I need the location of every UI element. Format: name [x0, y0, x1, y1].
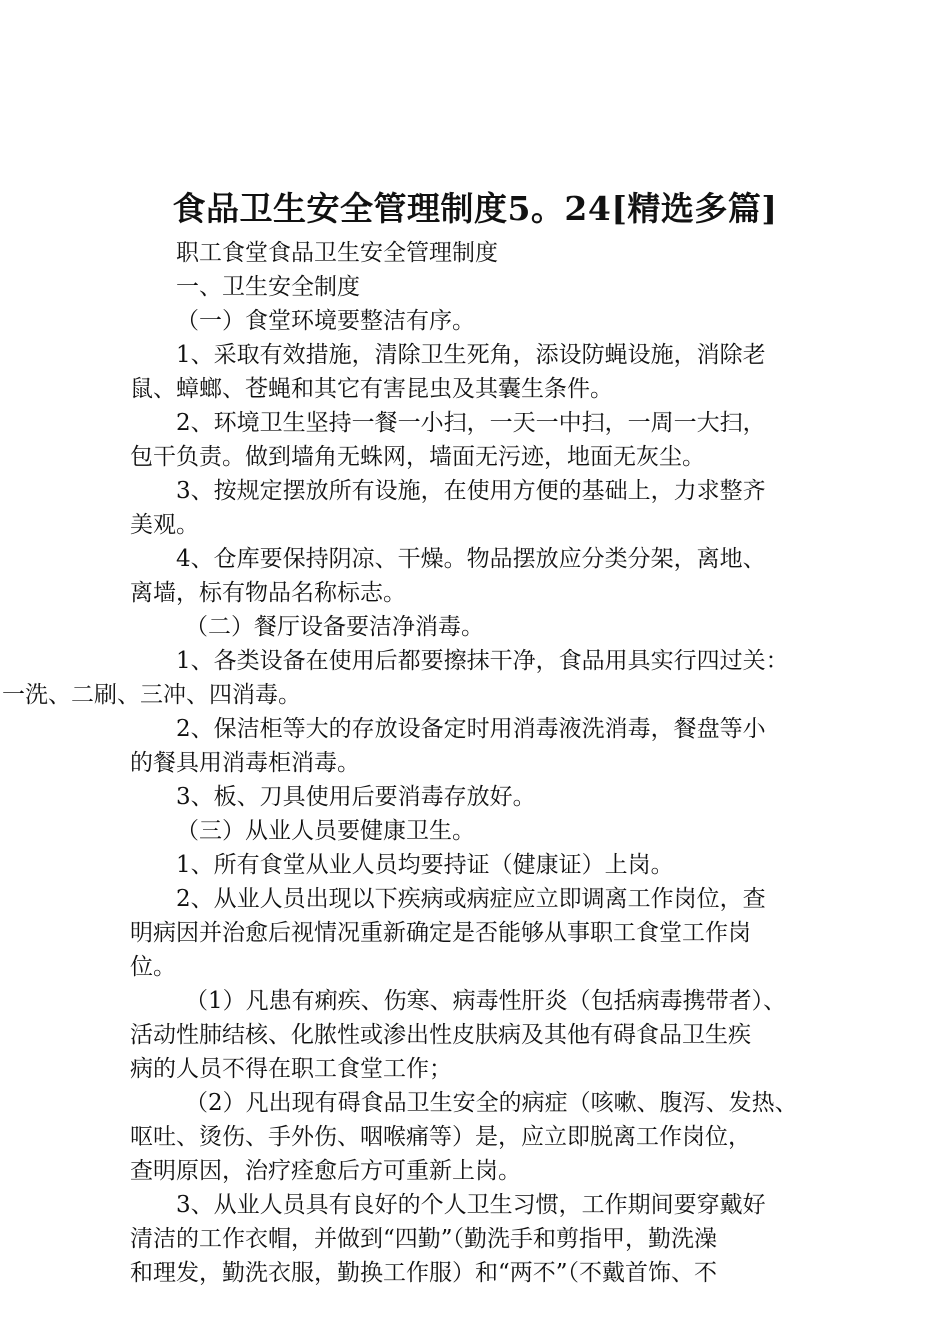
paragraph-line: 美观。	[130, 512, 199, 538]
paragraph-line: 1、采取有效措施，清除卫生死角，添设防蝇设施，消除老	[176, 342, 766, 368]
paragraph-line: 鼠、蟑螂、苍蝇和其它有害昆虫及其囊生条件。	[130, 376, 613, 402]
subsection-heading: （二）餐厅设备要洁净消毒。	[185, 614, 484, 640]
paragraph-line: 1、各类设备在使用后都要擦抹干净，食品用具实行四过关：	[176, 648, 789, 674]
paragraph-line: （2）凡出现有碍食品卫生安全的病症（咳嗽、腹泻、发热、	[185, 1090, 798, 1116]
subsection-heading: （三）从业人员要健康卫生。	[176, 818, 475, 844]
paragraph-line: 清洁的工作衣帽，并做到“四勤”（勤洗手和剪指甲，勤洗澡	[130, 1226, 718, 1252]
paragraph-line: 一洗、二刷、三冲、四消毒。	[2, 682, 301, 708]
paragraph-line: （1）凡患有痢疾、伤寒、病毒性肝炎（包括病毒携带者）、	[185, 988, 787, 1014]
paragraph-line: 3、从业人员具有良好的个人卫生习惯，工作期间要穿戴好	[176, 1192, 766, 1218]
paragraph-line: 位。	[130, 954, 176, 980]
paragraph-line: 和理发，勤洗衣服，勤换工作服）和“两不”（不戴首饰、不	[130, 1260, 718, 1286]
paragraph-line: 4、仓库要保持阴凉、干燥。物品摆放应分类分架，离地、	[176, 546, 766, 572]
subtitle-line: 职工食堂食品卫生安全管理制度	[176, 240, 498, 266]
paragraph-line: 2、从业人员出现以下疾病或病症应立即调离工作岗位，查	[176, 886, 766, 912]
document-body	[2, 236, 830, 1290]
paragraph-line: 2、环境卫生坚持一餐一小扫，一天一中扫，一周一大扫，	[176, 410, 766, 436]
paragraph-line: 3、板、刀具使用后要消毒存放好。	[176, 784, 536, 810]
paragraph-line: 1、所有食堂从业人员均要持证（健康证）上岗。	[176, 852, 674, 878]
subsection-heading: （一）食堂环境要整洁有序。	[176, 308, 475, 334]
paragraph-line: 病的人员不得在职工食堂工作；	[130, 1056, 452, 1082]
paragraph-line: 明病因并治愈后视情况重新确定是否能够从事职工食堂工作岗	[130, 920, 751, 946]
paragraph-line: 3、按规定摆放所有设施，在使用方便的基础上，力求整齐	[176, 478, 766, 504]
paragraph-line: 2、保洁柜等大的存放设备定时用消毒液洗消毒，餐盘等小	[176, 716, 766, 742]
document-title: 食品卫生安全管理制度5。24[精选多篇]	[172, 189, 778, 228]
section-heading: 一、卫生安全制度	[176, 274, 360, 300]
paragraph-line: 活动性肺结核、化脓性或渗出性皮肤病及其他有碍食品卫生疾	[130, 1022, 751, 1048]
paragraph-line: 包干负责。做到墙角无蛛网，墙面无污迹，地面无灰尘。	[130, 444, 705, 470]
paragraph-line: 的餐具用消毒柜消毒。	[130, 750, 360, 776]
paragraph-line: 查明原因，治疗痊愈后方可重新上岗。	[130, 1158, 521, 1184]
paragraph-line: 离墙，标有物品名称标志。	[130, 580, 406, 606]
paragraph-line: 呕吐、烫伤、手外伤、咽喉痛等）是，应立即脱离工作岗位，	[130, 1124, 751, 1150]
